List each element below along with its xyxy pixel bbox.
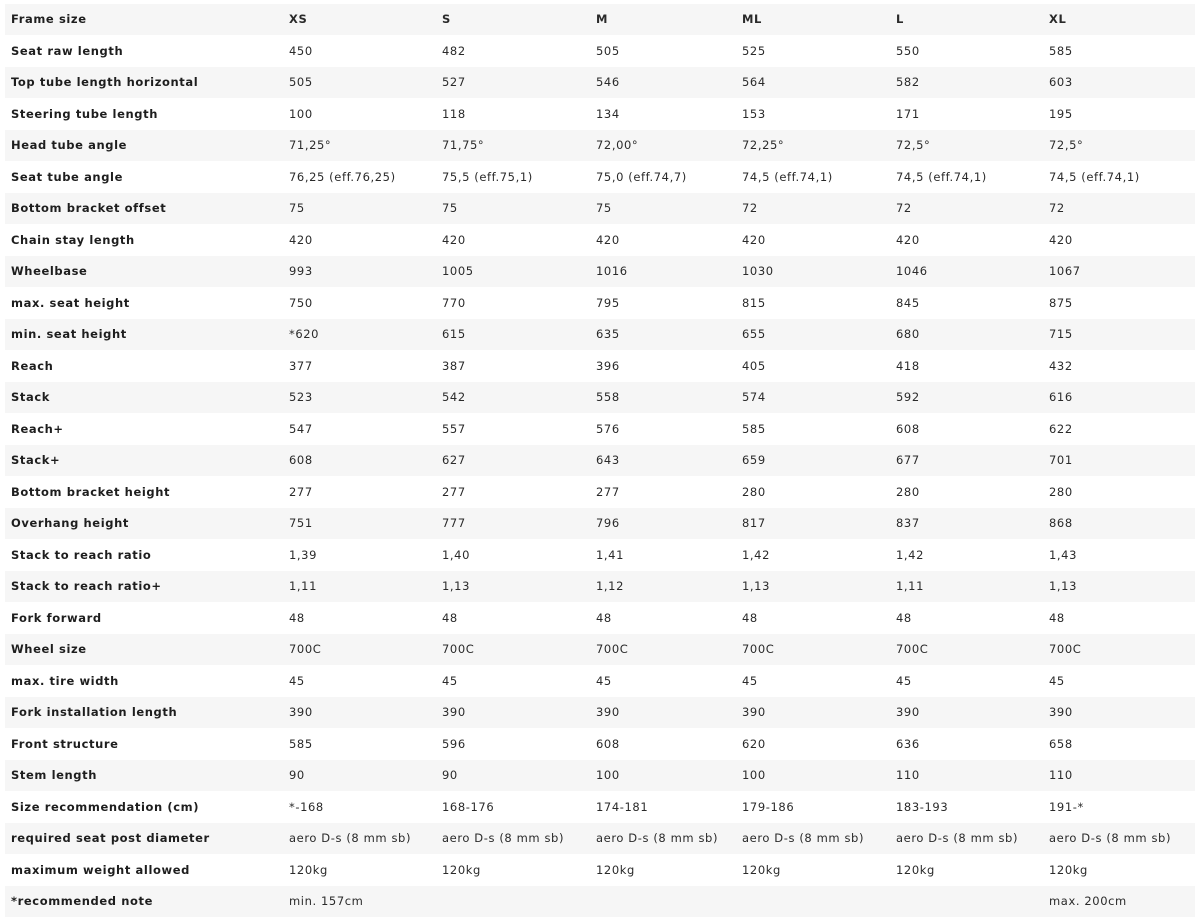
table-cell: 1,13 xyxy=(436,571,590,603)
table-row xyxy=(5,823,1195,855)
table-row xyxy=(5,791,1195,823)
row-label: Size recommendation (cm) xyxy=(5,791,283,823)
table-cell: 418 xyxy=(890,350,1043,382)
table-cell: 72,25° xyxy=(736,130,890,162)
table-row xyxy=(5,634,1195,666)
table-cell: 585 xyxy=(1043,35,1195,67)
table-cell: 179-186 xyxy=(736,791,890,823)
table-cell: 277 xyxy=(283,476,436,508)
table-cell: 277 xyxy=(436,476,590,508)
table-cell: 1,11 xyxy=(283,571,436,603)
table-cell: 75 xyxy=(590,193,736,225)
table-cell xyxy=(736,886,890,918)
table-cell: 527 xyxy=(436,67,590,99)
table-cell: 90 xyxy=(436,760,590,792)
header-size-s: S xyxy=(436,4,590,35)
row-label: Reach xyxy=(5,350,283,382)
row-label: *recommended note xyxy=(5,886,283,918)
table-cell: 482 xyxy=(436,35,590,67)
table-cell: 659 xyxy=(736,445,890,477)
table-cell: 574 xyxy=(736,382,890,414)
row-label: Stack xyxy=(5,382,283,414)
table-cell: 100 xyxy=(283,98,436,130)
table-cell: 680 xyxy=(890,319,1043,351)
table-row xyxy=(5,854,1195,886)
table-row xyxy=(5,193,1195,225)
table-cell: 1,13 xyxy=(736,571,890,603)
geometry-table xyxy=(5,4,1195,918)
table-cell: aero D-s (8 mm sb) xyxy=(283,823,436,855)
table-row xyxy=(5,256,1195,288)
row-label: Stack to reach ratio xyxy=(5,539,283,571)
table-cell: 700C xyxy=(1043,634,1195,666)
row-label: Stack+ xyxy=(5,445,283,477)
table-cell: 45 xyxy=(1043,665,1195,697)
table-cell: 277 xyxy=(590,476,736,508)
table-cell: 76,25 (eff.76,25) xyxy=(283,161,436,193)
table-cell: 1,42 xyxy=(890,539,1043,571)
table-cell: 74,5 (eff.74,1) xyxy=(1043,161,1195,193)
table-row xyxy=(5,697,1195,729)
table-cell: aero D-s (8 mm sb) xyxy=(736,823,890,855)
table-cell: 796 xyxy=(590,508,736,540)
table-row xyxy=(5,665,1195,697)
header-size-m: M xyxy=(590,4,736,35)
header-label: Frame size xyxy=(5,4,283,35)
table-cell: 700C xyxy=(736,634,890,666)
table-row xyxy=(5,476,1195,508)
table-row xyxy=(5,382,1195,414)
table-cell: 585 xyxy=(736,413,890,445)
table-cell: *-168 xyxy=(283,791,436,823)
table-cell: 616 xyxy=(1043,382,1195,414)
table-cell: 1,42 xyxy=(736,539,890,571)
table-cell: 195 xyxy=(1043,98,1195,130)
table-cell: 1046 xyxy=(890,256,1043,288)
table-cell: 396 xyxy=(590,350,736,382)
table-cell: 72 xyxy=(736,193,890,225)
row-label: Top tube length horizontal xyxy=(5,67,283,99)
table-cell xyxy=(590,886,736,918)
table-cell: aero D-s (8 mm sb) xyxy=(590,823,736,855)
table-row xyxy=(5,886,1195,918)
row-label: max. seat height xyxy=(5,287,283,319)
table-row xyxy=(5,350,1195,382)
table-cell: 174-181 xyxy=(590,791,736,823)
table-cell: 72 xyxy=(890,193,1043,225)
table-cell: 420 xyxy=(1043,224,1195,256)
table-cell: 557 xyxy=(436,413,590,445)
table-cell: 387 xyxy=(436,350,590,382)
table-row xyxy=(5,98,1195,130)
header-size-ml: ML xyxy=(736,4,890,35)
table-cell: 390 xyxy=(736,697,890,729)
table-cell: 71,25° xyxy=(283,130,436,162)
row-label: Front structure xyxy=(5,728,283,760)
table-cell xyxy=(890,886,1043,918)
table-cell: 75,5 (eff.75,1) xyxy=(436,161,590,193)
table-cell: 542 xyxy=(436,382,590,414)
table-cell: 608 xyxy=(283,445,436,477)
table-cell: 72 xyxy=(1043,193,1195,225)
header-size-xl: XL xyxy=(1043,4,1195,35)
table-cell: 420 xyxy=(736,224,890,256)
row-label: Steering tube length xyxy=(5,98,283,130)
table-cell: 750 xyxy=(283,287,436,319)
table-cell: 390 xyxy=(1043,697,1195,729)
table-cell: 390 xyxy=(283,697,436,729)
table-cell: 75 xyxy=(283,193,436,225)
table-cell: 191-* xyxy=(1043,791,1195,823)
table-cell: 700C xyxy=(283,634,436,666)
table-cell: aero D-s (8 mm sb) xyxy=(1043,823,1195,855)
table-cell: 100 xyxy=(590,760,736,792)
table-cell: *620 xyxy=(283,319,436,351)
table-cell: 845 xyxy=(890,287,1043,319)
table-row xyxy=(5,728,1195,760)
table-cell: 75 xyxy=(436,193,590,225)
row-label: Reach+ xyxy=(5,413,283,445)
table-cell: 120kg xyxy=(736,854,890,886)
geometry-table-body xyxy=(5,4,1195,917)
header-size-l: L xyxy=(890,4,1043,35)
table-cell: 48 xyxy=(736,602,890,634)
table-cell xyxy=(436,886,590,918)
table-cell: 75,0 (eff.74,7) xyxy=(590,161,736,193)
table-cell: 45 xyxy=(436,665,590,697)
table-cell: 770 xyxy=(436,287,590,319)
row-label: maximum weight allowed xyxy=(5,854,283,886)
table-cell: 592 xyxy=(890,382,1043,414)
table-cell: 280 xyxy=(1043,476,1195,508)
row-label: Overhang height xyxy=(5,508,283,540)
table-cell: 815 xyxy=(736,287,890,319)
table-cell: 74,5 (eff.74,1) xyxy=(736,161,890,193)
table-cell: 280 xyxy=(736,476,890,508)
table-cell: 72,5° xyxy=(890,130,1043,162)
table-cell: 1030 xyxy=(736,256,890,288)
row-label: Bottom bracket height xyxy=(5,476,283,508)
table-cell: 45 xyxy=(890,665,1043,697)
table-cell: 183-193 xyxy=(890,791,1043,823)
table-row xyxy=(5,539,1195,571)
table-cell: 1,12 xyxy=(590,571,736,603)
table-row xyxy=(5,571,1195,603)
table-cell: 622 xyxy=(1043,413,1195,445)
table-cell: 74,5 (eff.74,1) xyxy=(890,161,1043,193)
table-row xyxy=(5,224,1195,256)
table-cell: 377 xyxy=(283,350,436,382)
table-cell: 405 xyxy=(736,350,890,382)
table-cell: 72,00° xyxy=(590,130,736,162)
table-cell: 603 xyxy=(1043,67,1195,99)
table-cell: 817 xyxy=(736,508,890,540)
table-cell: 564 xyxy=(736,67,890,99)
table-cell: 120kg xyxy=(890,854,1043,886)
table-cell: 608 xyxy=(590,728,736,760)
table-cell: 868 xyxy=(1043,508,1195,540)
table-cell: 1,40 xyxy=(436,539,590,571)
table-cell: 48 xyxy=(1043,602,1195,634)
table-cell: 390 xyxy=(590,697,736,729)
table-cell: 153 xyxy=(736,98,890,130)
table-cell: 615 xyxy=(436,319,590,351)
table-cell: 45 xyxy=(283,665,436,697)
header-size-xs: XS xyxy=(283,4,436,35)
table-cell: 71,75° xyxy=(436,130,590,162)
table-row xyxy=(5,161,1195,193)
table-row xyxy=(5,130,1195,162)
table-cell: 1016 xyxy=(590,256,736,288)
table-cell: 48 xyxy=(590,602,736,634)
table-row xyxy=(5,35,1195,67)
table-cell: 450 xyxy=(283,35,436,67)
table-cell: 45 xyxy=(590,665,736,697)
table-cell: 643 xyxy=(590,445,736,477)
table-cell: aero D-s (8 mm sb) xyxy=(436,823,590,855)
table-cell: 777 xyxy=(436,508,590,540)
table-cell: 596 xyxy=(436,728,590,760)
table-cell: 1,13 xyxy=(1043,571,1195,603)
table-cell: 120kg xyxy=(590,854,736,886)
row-label: Stem length xyxy=(5,760,283,792)
table-cell: min. 157cm xyxy=(283,886,436,918)
table-cell: 655 xyxy=(736,319,890,351)
table-cell: 795 xyxy=(590,287,736,319)
row-label: Seat raw length xyxy=(5,35,283,67)
table-cell: 608 xyxy=(890,413,1043,445)
table-cell: 525 xyxy=(736,35,890,67)
table-cell: 837 xyxy=(890,508,1043,540)
table-cell: 751 xyxy=(283,508,436,540)
table-cell: 658 xyxy=(1043,728,1195,760)
row-label: Wheel size xyxy=(5,634,283,666)
table-row xyxy=(5,287,1195,319)
table-cell: 585 xyxy=(283,728,436,760)
row-label: Head tube angle xyxy=(5,130,283,162)
table-cell: aero D-s (8 mm sb) xyxy=(890,823,1043,855)
table-cell: 1067 xyxy=(1043,256,1195,288)
table-cell: 875 xyxy=(1043,287,1195,319)
table-cell: 120kg xyxy=(436,854,590,886)
table-cell: 700C xyxy=(890,634,1043,666)
row-label: Fork forward xyxy=(5,602,283,634)
table-cell: 118 xyxy=(436,98,590,130)
table-cell: 701 xyxy=(1043,445,1195,477)
table-cell: 1,43 xyxy=(1043,539,1195,571)
table-cell: 627 xyxy=(436,445,590,477)
table-cell: 171 xyxy=(890,98,1043,130)
table-row xyxy=(5,67,1195,99)
row-label: min. seat height xyxy=(5,319,283,351)
row-label: Wheelbase xyxy=(5,256,283,288)
table-cell: 1,11 xyxy=(890,571,1043,603)
table-cell: 420 xyxy=(890,224,1043,256)
table-cell: 547 xyxy=(283,413,436,445)
table-cell: 110 xyxy=(890,760,1043,792)
table-cell: 72,5° xyxy=(1043,130,1195,162)
table-cell: 635 xyxy=(590,319,736,351)
table-cell: 168-176 xyxy=(436,791,590,823)
table-row xyxy=(5,760,1195,792)
row-label: Fork installation length xyxy=(5,697,283,729)
table-cell: max. 200cm xyxy=(1043,886,1195,918)
table-cell: 120kg xyxy=(1043,854,1195,886)
table-cell: 505 xyxy=(590,35,736,67)
table-cell: 134 xyxy=(590,98,736,130)
table-cell: 715 xyxy=(1043,319,1195,351)
table-cell: 48 xyxy=(283,602,436,634)
table-row xyxy=(5,413,1195,445)
table-cell: 45 xyxy=(736,665,890,697)
row-label: Seat tube angle xyxy=(5,161,283,193)
table-header-row xyxy=(5,4,1195,35)
table-cell: 523 xyxy=(283,382,436,414)
table-cell: 420 xyxy=(436,224,590,256)
row-label: required seat post diameter xyxy=(5,823,283,855)
table-cell: 100 xyxy=(736,760,890,792)
table-cell: 390 xyxy=(890,697,1043,729)
table-row xyxy=(5,445,1195,477)
row-label: Bottom bracket offset xyxy=(5,193,283,225)
table-cell: 48 xyxy=(890,602,1043,634)
table-row xyxy=(5,319,1195,351)
table-cell: 420 xyxy=(283,224,436,256)
table-cell: 1,39 xyxy=(283,539,436,571)
table-cell: 582 xyxy=(890,67,1043,99)
table-cell: 505 xyxy=(283,67,436,99)
table-cell: 546 xyxy=(590,67,736,99)
table-cell: 576 xyxy=(590,413,736,445)
row-label: max. tire width xyxy=(5,665,283,697)
table-cell: 993 xyxy=(283,256,436,288)
table-row xyxy=(5,508,1195,540)
table-cell: 1,41 xyxy=(590,539,736,571)
table-cell: 420 xyxy=(590,224,736,256)
table-cell: 636 xyxy=(890,728,1043,760)
table-cell: 620 xyxy=(736,728,890,760)
table-row xyxy=(5,602,1195,634)
table-cell: 550 xyxy=(890,35,1043,67)
table-cell: 700C xyxy=(436,634,590,666)
table-cell: 110 xyxy=(1043,760,1195,792)
table-cell: 432 xyxy=(1043,350,1195,382)
table-cell: 700C xyxy=(590,634,736,666)
table-cell: 677 xyxy=(890,445,1043,477)
row-label: Chain stay length xyxy=(5,224,283,256)
table-cell: 280 xyxy=(890,476,1043,508)
table-cell: 120kg xyxy=(283,854,436,886)
table-cell: 558 xyxy=(590,382,736,414)
table-cell: 390 xyxy=(436,697,590,729)
row-label: Stack to reach ratio+ xyxy=(5,571,283,603)
table-cell: 90 xyxy=(283,760,436,792)
table-cell: 48 xyxy=(436,602,590,634)
table-cell: 1005 xyxy=(436,256,590,288)
